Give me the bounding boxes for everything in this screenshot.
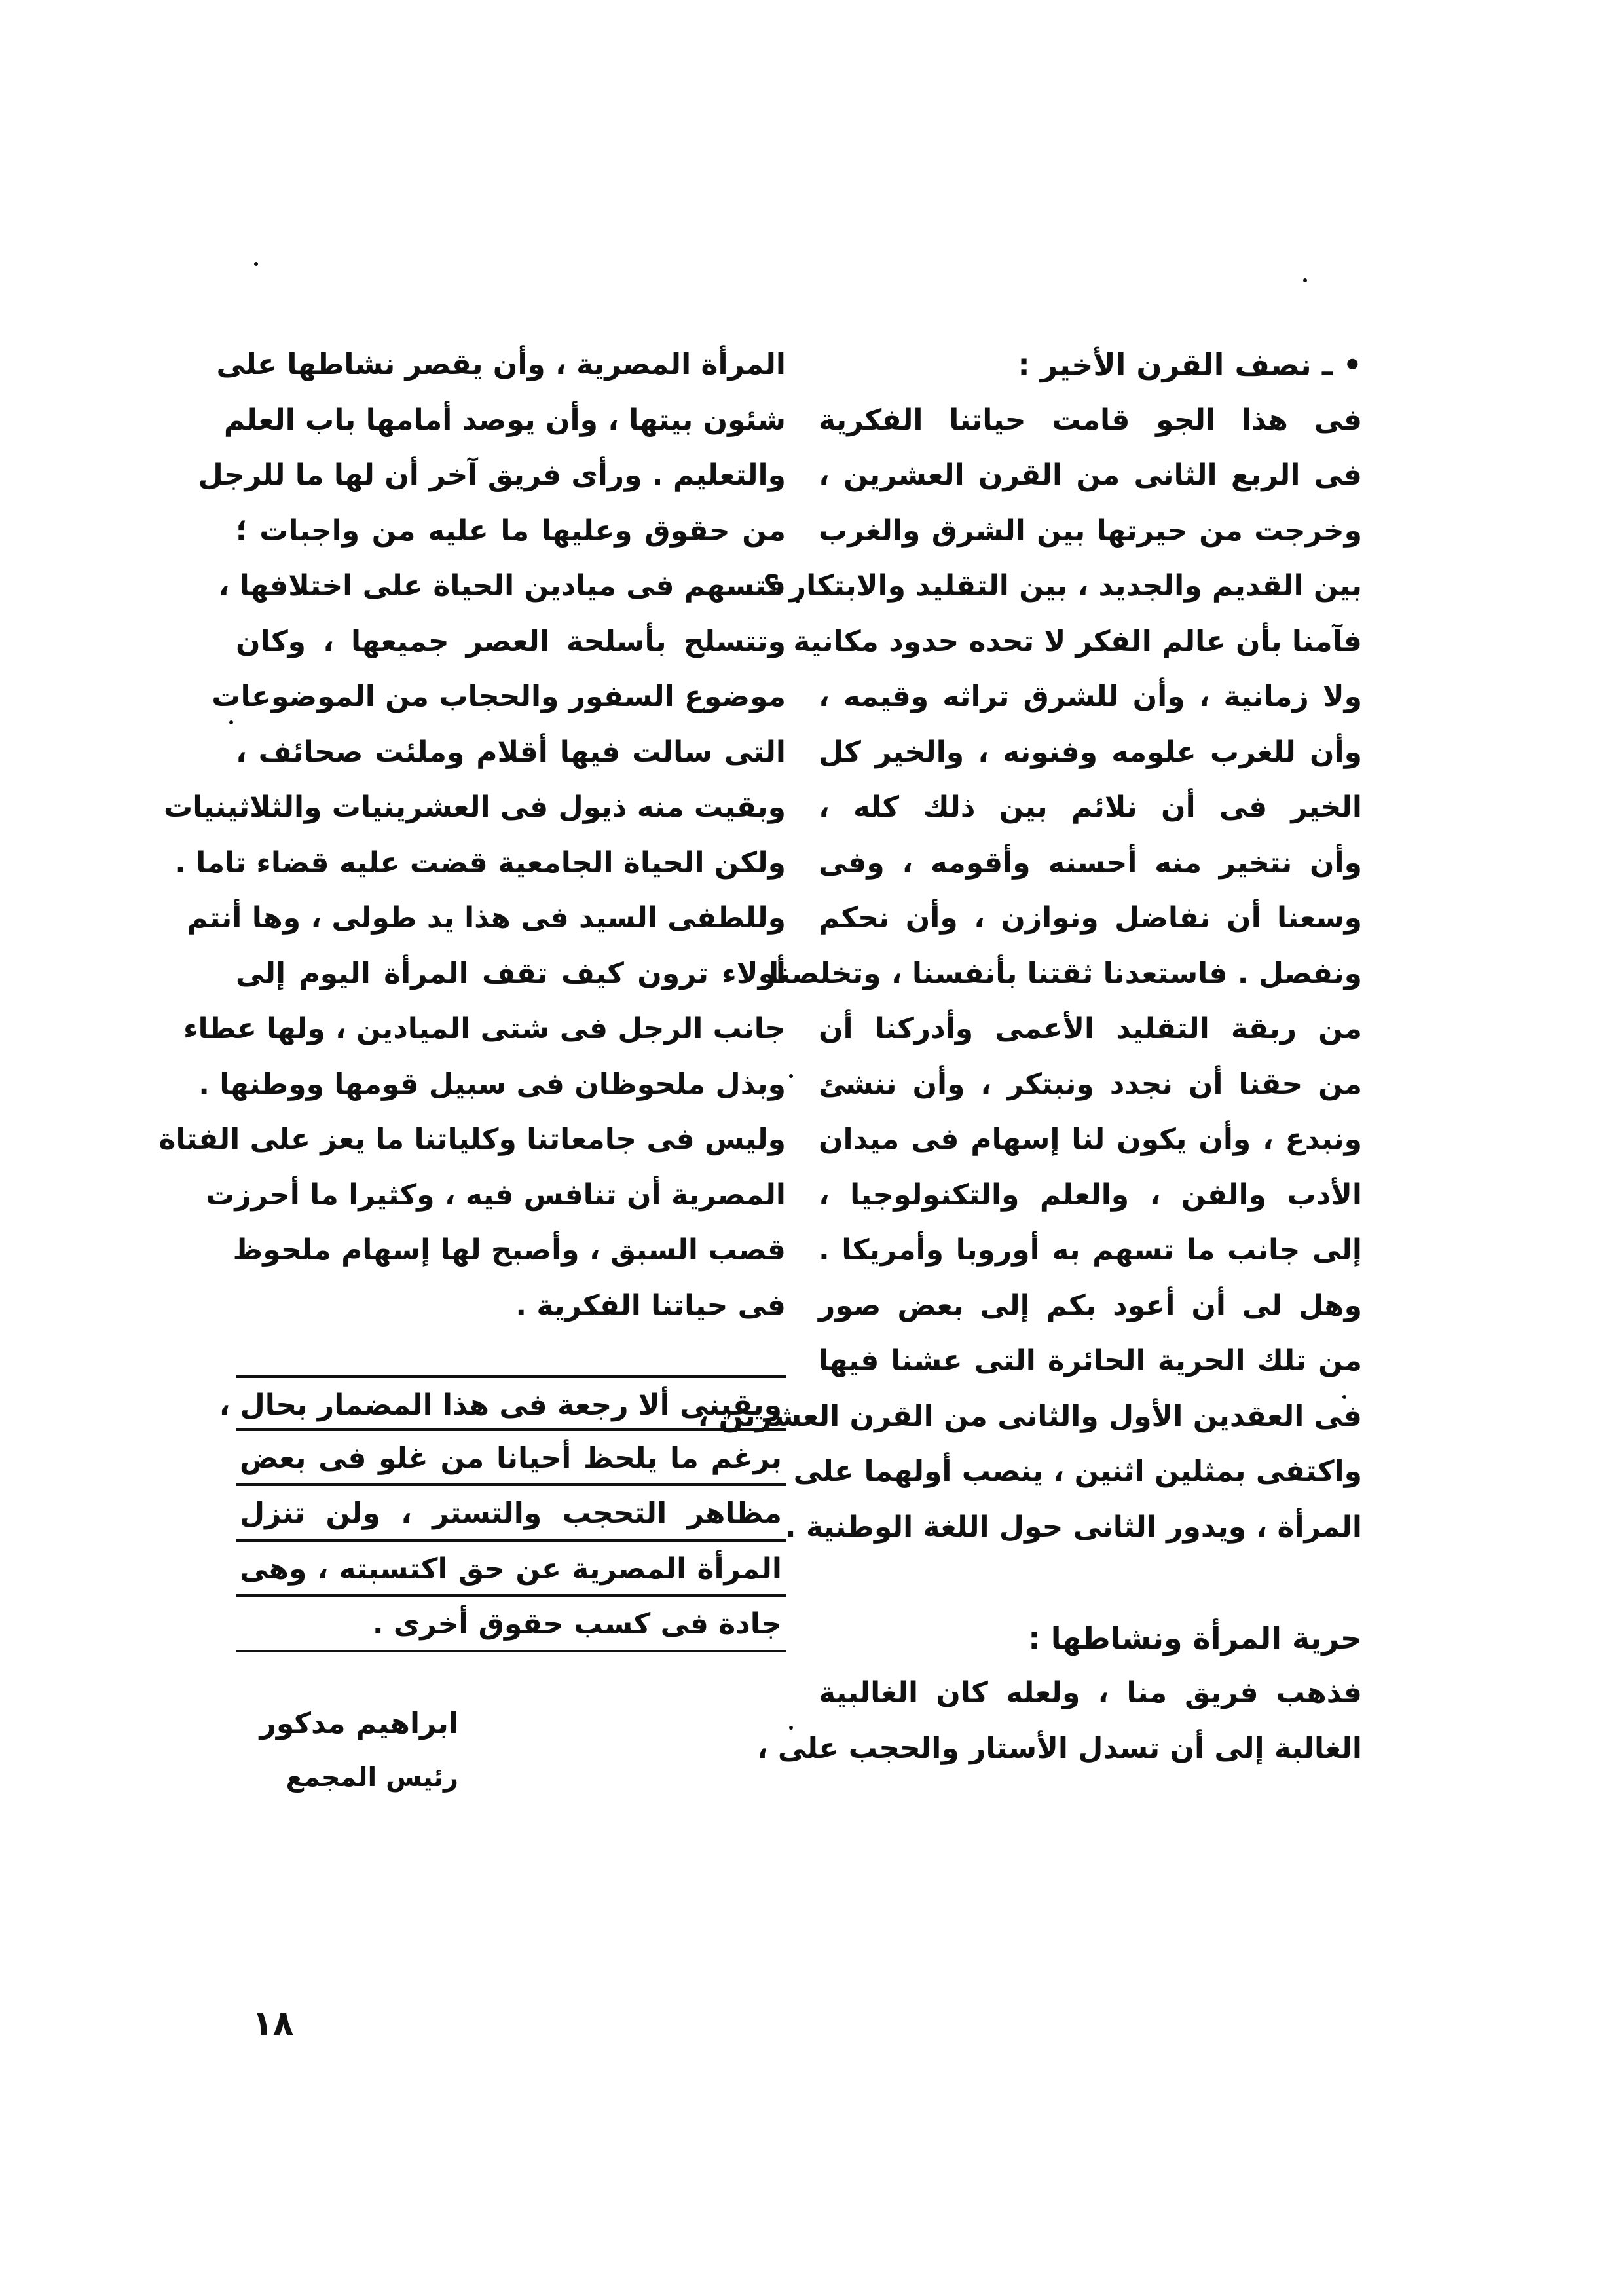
- author-title: رئيس المجمع: [286, 1763, 458, 1793]
- body-line: وبقيت منه ذيول فى العشرينيات والثلاثينيات: [164, 791, 786, 824]
- boxed-line: المرأة المصرية عن حق اكتسبته ، وهى: [236, 1542, 786, 1597]
- boxed-closing-passage: [219, 1375, 786, 1652]
- body-line: وبذل ملحوظان فى سبيل قومها ووطنها .: [198, 1067, 786, 1101]
- body-line: موضوع السفور والحجاب من الموضوعات: [212, 680, 786, 713]
- body-line: أولاء ترون كيف تقف المرأة اليوم إلى: [236, 956, 786, 990]
- body-line: فى حياتنا الفكرية .: [515, 1288, 786, 1322]
- body-line: بين القديم والجديد ، بين التقليد والابتكار ؟: [762, 569, 1362, 603]
- body-line: المصرية أن تنافس فيه ، وكثيرا ما أحرزت: [206, 1178, 786, 1212]
- boxed-line: ويقينى ألا رجعة فى هذا المضمار بحال ،: [236, 1375, 786, 1431]
- body-line: فآمنا بأن عالم الفكر لا تحده حدود مكانية: [793, 624, 1362, 658]
- section-spacer: [819, 1555, 1362, 1611]
- body-line: ونفصل . فاستعدنا ثقتنا بأنفسنا ، وتخلصنا: [769, 956, 1362, 990]
- body-line: فى الربع الثانى من القرن العشرين ،: [819, 458, 1362, 492]
- scan-speck: [789, 1074, 793, 1078]
- author-name: ابراهيم مدكور: [259, 1707, 458, 1740]
- body-line: وخرجت من حيرتها بين الشرق والغرب: [819, 513, 1362, 548]
- left-column: [158, 337, 786, 1334]
- body-line: وهل لى أن أعود بكم إلى بعض صور: [819, 1288, 1362, 1322]
- body-line: فى هذا الجو قامت حياتنا الفكرية: [819, 403, 1362, 437]
- body-line: من حقوق وعليها ما عليه من واجبات ؛: [236, 513, 786, 548]
- body-line: وللطفى السيد فى هذا يد طولى ، وها أنتم: [187, 901, 786, 935]
- body-line: المرأة المصرية ، وأن يقصر نشاطها على: [216, 348, 786, 381]
- body-line: المرأة ، ويدور الثانى حول اللغة الوطنية .: [784, 1510, 1362, 1544]
- body-line: من ربقة التقليد الأعمى وأدركنا أن: [819, 1012, 1362, 1045]
- body-line: فذهب فريق منا ، ولعله كان الغالبية: [819, 1676, 1362, 1709]
- page-number: ١٨: [252, 2004, 294, 2043]
- section-heading-women-freedom: حرية المرأة ونشاطها :: [1028, 1620, 1362, 1656]
- body-line: قصب السبق ، وأصبح لها إسهام ملحوظ: [232, 1233, 786, 1267]
- boxed-line: جادة فى كسب حقوق أخرى .: [236, 1597, 786, 1652]
- body-line: الخير فى أن نلائم بين ذلك كله ،: [819, 791, 1362, 824]
- body-line: ونبدع ، وأن يكون لنا إسهام فى ميدان: [819, 1123, 1362, 1156]
- body-line: وأن نتخير منه أحسنه وأقومه ، وفى: [819, 846, 1362, 880]
- scan-speck: [254, 262, 258, 266]
- body-line: وسعنا أن نفاضل ونوازن ، وأن نحكم: [819, 901, 1362, 935]
- body-line: واكتفى بمثلين اثنين ، ينصب أولهما على: [793, 1455, 1362, 1488]
- body-line: والتعليم . ورأى فريق آخر أن لها ما للرجل: [198, 458, 786, 492]
- body-line: فتسهم فى ميادين الحياة على اختلافها ،: [218, 569, 786, 603]
- body-line: جانب الرجل فى شتى الميادين ، ولها عطاء: [183, 1012, 786, 1045]
- body-line: وتتسلح بأسلحة العصر جميعها ، وكان: [236, 624, 786, 658]
- body-line: الغالبة إلى أن تسدل الأستار والحجب على ،: [756, 1731, 1362, 1765]
- section-heading-last-half-century: • ـ نصف القرن الأخير :: [1018, 347, 1362, 382]
- body-line: وأن للغرب علومه وفنونه ، والخير كل: [819, 735, 1362, 769]
- boxed-line: برغم ما يلحظ أحيانا من غلو فى بعض: [236, 1431, 786, 1487]
- body-line: فى العقدين الأول والثانى من القرن العشرين ،: [697, 1399, 1362, 1433]
- body-line: من حقنا أن نجدد ونبتكر ، وأن ننشئ: [819, 1067, 1362, 1101]
- body-line: التى سالت فيها أقلام وملئت صحائف ،: [236, 735, 786, 769]
- body-line: إلى جانب ما تسهم به أوروبا وأمريكا .: [819, 1233, 1362, 1267]
- body-line: ولا زمانية ، وأن للشرق تراثه وقيمه ،: [819, 680, 1362, 713]
- body-line: ولكن الحياة الجامعية قضت عليه قضاء تاما .: [175, 846, 786, 880]
- body-line: الأدب والفن ، والعلم والتكنولوجيا ،: [819, 1178, 1362, 1212]
- scan-speck: [1303, 278, 1307, 282]
- body-line: وليس فى جامعاتنا وكلياتنا ما يعز على الفتاة: [158, 1123, 786, 1156]
- right-column: [697, 337, 1362, 1776]
- body-line: من تلك الحرية الحائرة التى عشنا فيها: [819, 1344, 1362, 1377]
- body-line: شئون بيتها ، وأن يوصد أمامها باب العلم: [223, 403, 786, 437]
- signature-block: [236, 1696, 458, 1804]
- boxed-line: مظاهر التحجب والتستر ، ولن تنزل: [236, 1486, 786, 1542]
